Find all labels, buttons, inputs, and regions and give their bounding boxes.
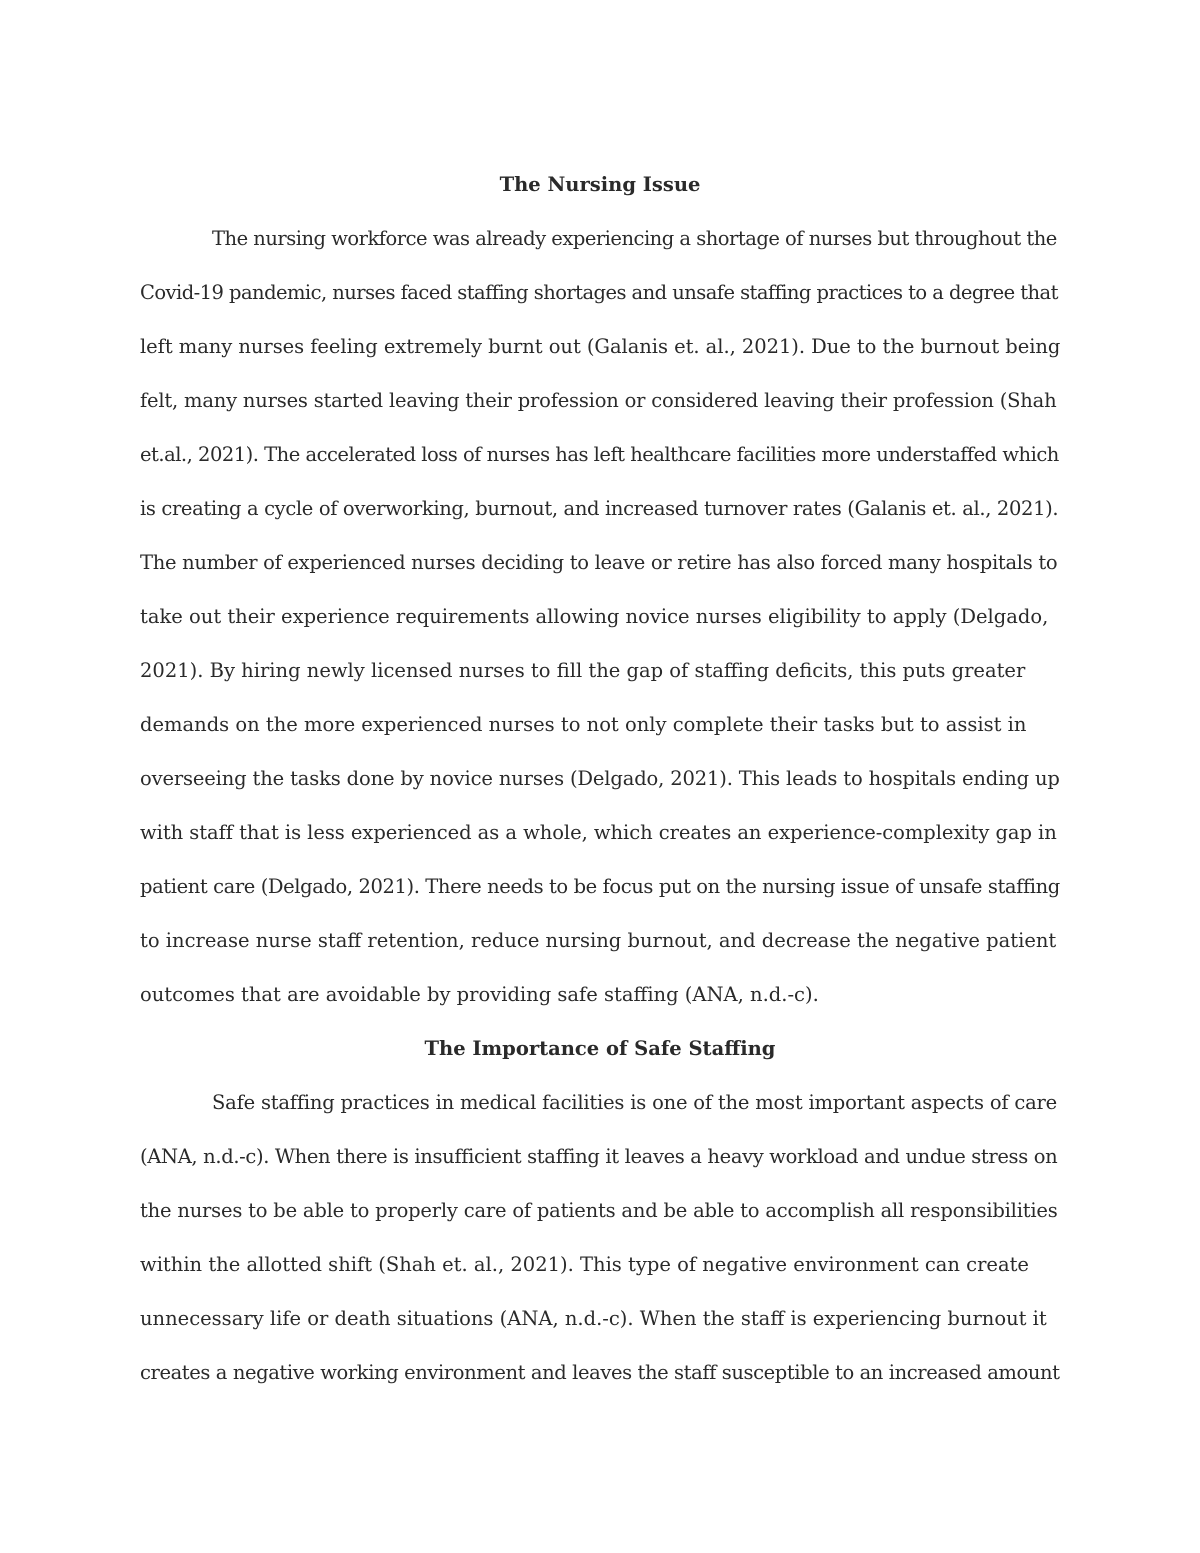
text-line: the nurses to be able to properly care of patients and be able to accomplish all responsibilities	[140, 1199, 1058, 1222]
text-line: et.al., 2021). The accelerated loss of nurses has left healthcare facilities more understaffed which	[140, 443, 1059, 466]
paragraph-nursing-issue	[140, 212, 1060, 1022]
text-line: creates a negative working environment and leaves the staff susceptible to an increased amount	[140, 1361, 1060, 1384]
paragraph-safe-staffing	[140, 1076, 1060, 1400]
text-line: patient care (Delgado, 2021). There needs to be focus put on the nursing issue of unsafe staffing	[140, 875, 1060, 898]
text-line: left many nurses feeling extremely burnt out (Galanis et. al., 2021). Due to the burnout being	[140, 335, 1061, 358]
document-body	[140, 158, 1060, 1400]
text-line: unnecessary life or death situations (ANA, n.d.-c). When the staff is experiencing burnout it	[140, 1307, 1047, 1330]
text-line: 2021). By hiring newly licensed nurses to fill the gap of staffing deficits, this puts greater	[140, 659, 1026, 682]
text-line: Safe staffing practices in medical facilities is one of the most important aspects of care	[212, 1091, 1057, 1114]
text-line: with staff that is less experienced as a whole, which creates an experience-complexity gap in	[140, 821, 1057, 844]
text-line: The nursing workforce was already experiencing a shortage of nurses but throughout the	[212, 227, 1057, 250]
text-line: within the allotted shift (Shah et. al., 2021). This type of negative environment can create	[140, 1253, 1029, 1276]
text-line: to increase nurse staff retention, reduce nursing burnout, and decrease the negative patient	[140, 929, 1057, 952]
section-heading-nursing-issue: The Nursing Issue	[499, 173, 701, 196]
text-line: demands on the more experienced nurses to not only complete their tasks but to assist in	[140, 713, 1027, 736]
text-line: Covid-19 pandemic, nurses faced staffing shortages and unsafe staffing practices to a degree that	[140, 281, 1058, 304]
text-line: overseeing the tasks done by novice nurses (Delgado, 2021). This leads to hospitals ending up	[140, 767, 1060, 790]
section-heading-safe-staffing: The Importance of Safe Staffing	[424, 1037, 776, 1060]
text-line: outcomes that are avoidable by providing safe staffing (ANA, n.d.-c).	[140, 983, 819, 1006]
text-line: felt, many nurses started leaving their profession or considered leaving their profession (Shah	[140, 389, 1057, 412]
text-line: The number of experienced nurses deciding to leave or retire has also forced many hospitals to	[140, 551, 1058, 574]
text-line: take out their experience requirements allowing novice nurses eligibility to apply (Delgado,	[140, 605, 1049, 628]
text-line: is creating a cycle of overworking, burnout, and increased turnover rates (Galanis et. al., 2021).	[140, 497, 1059, 520]
text-line: (ANA, n.d.-c). When there is insufficient staffing it leaves a heavy workload and undue stress on	[140, 1145, 1058, 1168]
